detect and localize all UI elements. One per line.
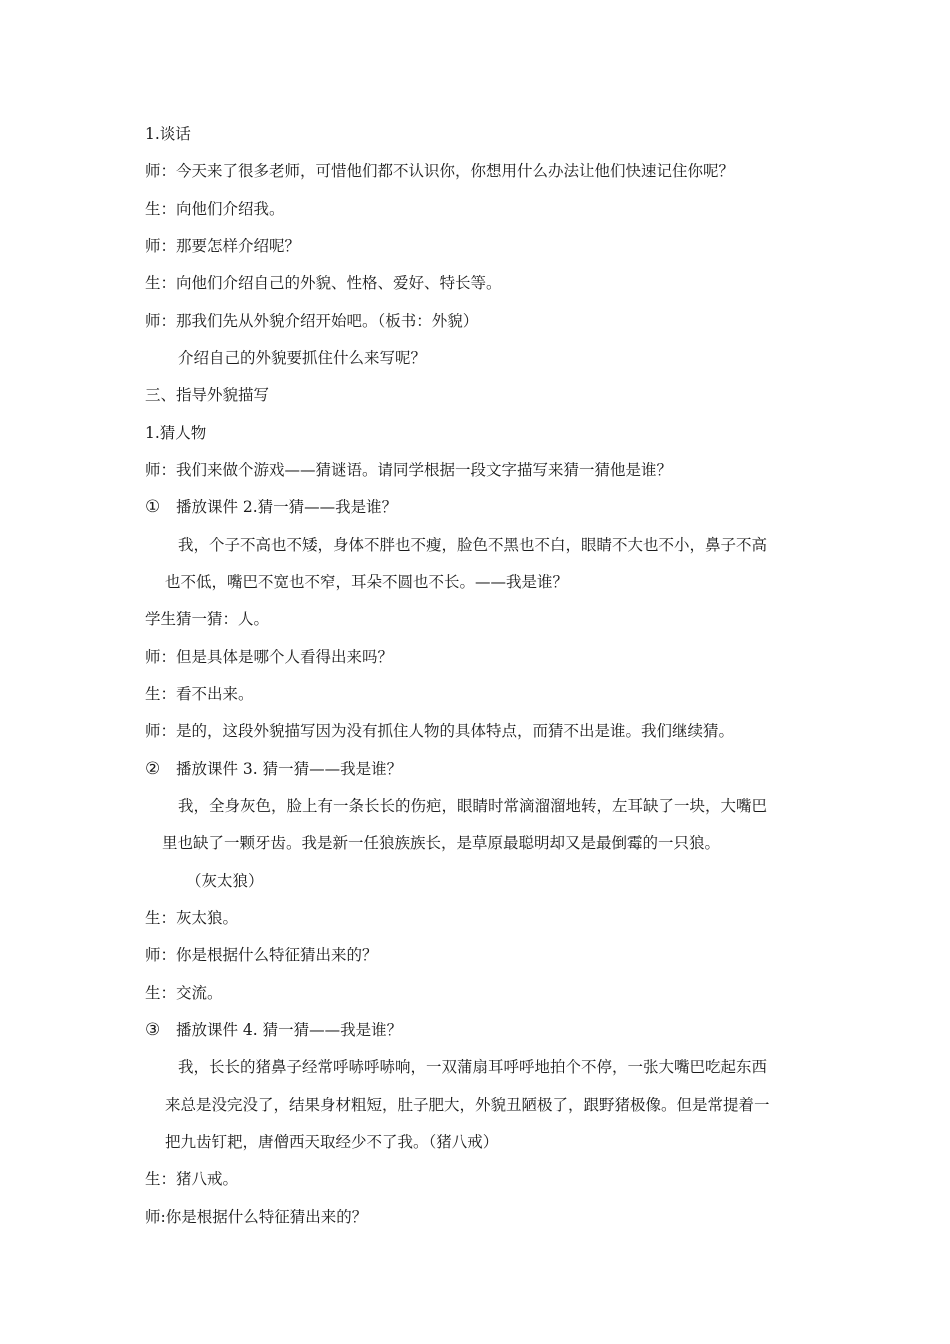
section-heading-appearance: 三、指导外貌描写 — [145, 386, 270, 404]
section-heading-talk: 1.谈话 — [145, 125, 191, 143]
courseware-item-3 — [145, 1020, 402, 1040]
dialogue-line: 生：向他们介绍自己的外貌、性格、爱好、特长等。 — [145, 274, 502, 292]
dialogue-line: 师：我们来做个游戏——猜谜语。请同学根据一段文字描写来猜一猜他是谁？ — [145, 461, 673, 479]
riddle-text: 我，长长的猪鼻子经常呼哧呼哧响，一双蒲扇耳呼呼地拍个不停，一张大嘴巴吃起东西 — [178, 1058, 768, 1076]
dialogue-line: 师：那我们先从外貌介绍开始吧。（板书：外貌） — [145, 312, 479, 330]
subsection-heading-guess: 1.猜人物 — [145, 424, 207, 442]
circled-number-2: ② — [145, 759, 161, 779]
dialogue-line: 师：今天来了很多老师，可惜他们都不认识你，你想用什么办法让他们快速记住你呢？ — [145, 162, 735, 180]
dialogue-line: 师：是的，这段外貌描写因为没有抓住人物的具体特点，而猜不出是谁。我们继续猜。 — [145, 722, 735, 740]
riddle-text: 来总是没完没了，结果身材粗短，肚子肥大，外貌丑陋极了，跟野猪极像。但是常提着一 — [165, 1096, 770, 1114]
courseware-label: 播放课件 2.猜一猜——我是谁？ — [175, 498, 398, 516]
riddle-text: 把九齿钉耙，唐僧西天取经少不了我。（猪八戒） — [165, 1133, 499, 1151]
courseware-label: 播放课件 3. 猜一猜——我是谁？ — [175, 760, 403, 778]
dialogue-line: 学生猜一猜：人。 — [145, 610, 270, 628]
dialogue-line: 师：你是根据什么特征猜出来的？ — [145, 946, 378, 964]
dialogue-line: 师：但是具体是哪个人看得出来吗？ — [145, 648, 394, 666]
circled-number-3: ③ — [145, 1020, 161, 1040]
dialogue-line: 生：灰太狼。 — [145, 909, 239, 927]
riddle-answer: （灰太狼） — [186, 872, 264, 890]
riddle-text: 也不低，嘴巴不宽也不窄，耳朵不圆也不长。——我是谁？ — [165, 573, 569, 591]
courseware-label: 播放课件 4. 猜一猜——我是谁？ — [175, 1021, 403, 1039]
courseware-item-2 — [145, 759, 402, 779]
dialogue-line: 生：交流。 — [145, 984, 223, 1002]
dialogue-line: 生：向他们介绍我。 — [145, 200, 285, 218]
dialogue-line: 师：那要怎样介绍呢？ — [145, 237, 301, 255]
circled-number-1: ① — [145, 497, 161, 517]
dialogue-line: 生：看不出来。 — [145, 685, 254, 703]
dialogue-line: 师:你是根据什么特征猜出来的？ — [145, 1208, 368, 1226]
riddle-text: 里也缺了一颗牙齿。我是新一任狼族族长，是草原最聪明却又是最倒霉的一只狼。 — [162, 834, 721, 852]
courseware-item-1 — [145, 497, 397, 517]
dialogue-line: 生：猪八戒。 — [145, 1170, 239, 1188]
riddle-text: 我，个子不高也不矮，身体不胖也不瘦，脸色不黑也不白，眼睛不大也不小，鼻子不高 — [178, 536, 768, 554]
dialogue-line: 介绍自己的外貌要抓住什么来写呢？ — [178, 349, 427, 367]
riddle-text: 我，全身灰色，脸上有一条长长的伤疤，眼睛时常滴溜溜地转，左耳缺了一块，大嘴巴 — [178, 797, 768, 815]
